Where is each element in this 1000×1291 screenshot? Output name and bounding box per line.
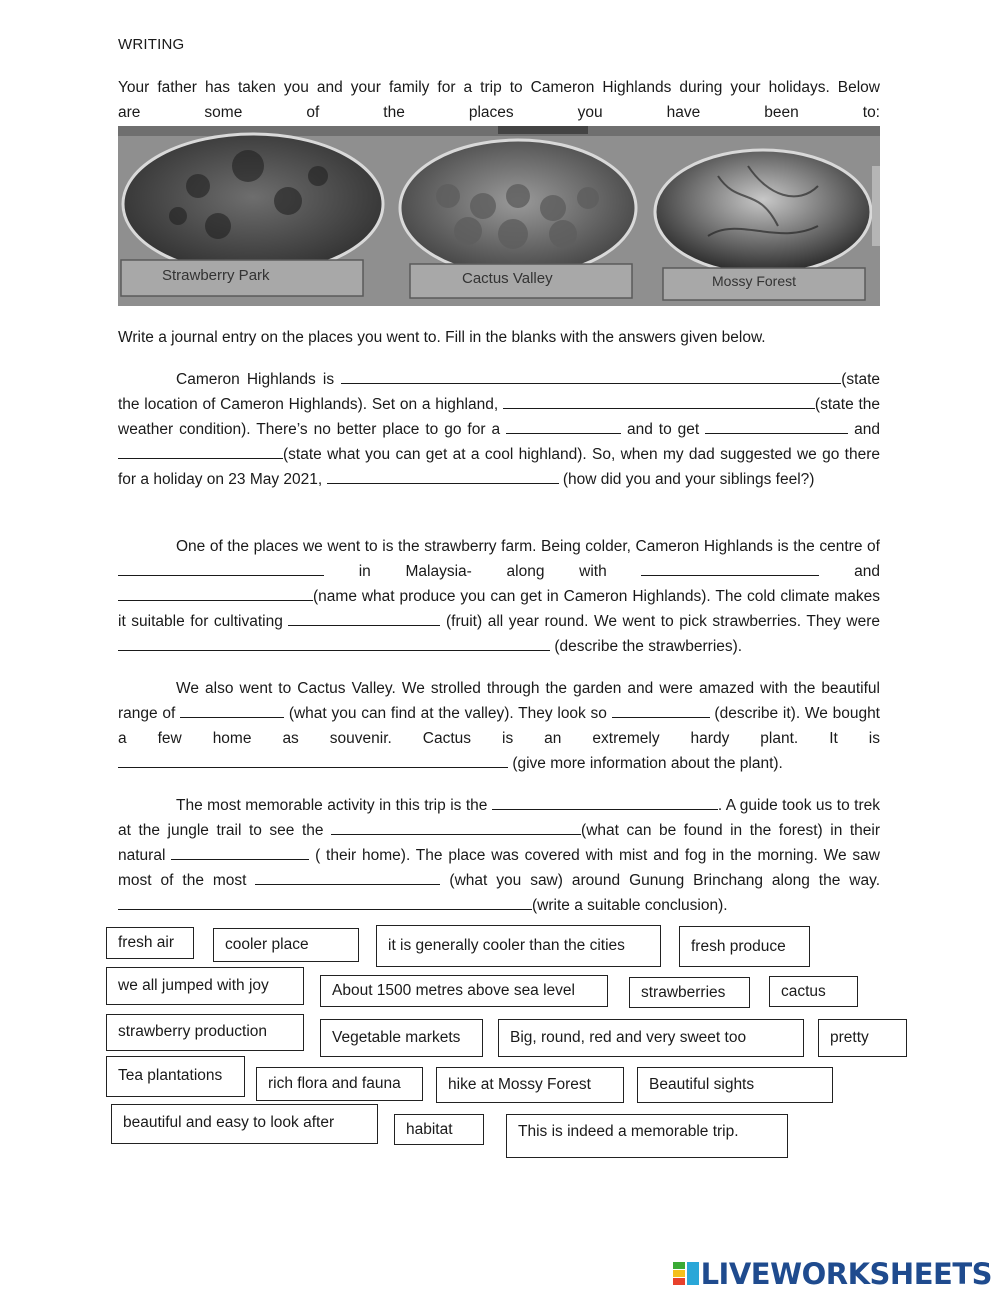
blank-weather[interactable] <box>503 393 815 409</box>
blank-memorable-activity[interactable] <box>492 794 718 810</box>
places-photo <box>118 126 880 306</box>
blank-home[interactable] <box>171 844 309 860</box>
photo-label-strawberry-park: Strawberry Park <box>162 267 270 284</box>
para4-text-d: ( their home). The place was covered with mist and fog in the morning. We saw most of the most <box>118 847 880 889</box>
answer-chip[interactable]: strawberries <box>629 977 750 1008</box>
answer-chip[interactable]: rich flora and fauna <box>256 1067 423 1101</box>
photo-label-mossy-forest: Mossy Forest <box>712 273 797 289</box>
answer-chip[interactable]: cooler place <box>213 928 359 962</box>
answer-chip[interactable]: fresh produce <box>679 926 810 967</box>
para2-text-e: (fruit) all year round. We went to pick strawberries. They were <box>445 613 881 630</box>
liveworksheets-logo <box>673 1257 992 1291</box>
photo-label-cactus-valley: Cactus Valley <box>462 270 553 287</box>
blank-get-2[interactable] <box>118 443 283 459</box>
blank-valley-find[interactable] <box>180 702 284 718</box>
answer-chip[interactable]: we all jumped with joy <box>106 967 304 1005</box>
para2-text-a: One of the places we went to is the strawberry farm. Being colder, Cameron Highlands is the centre of <box>176 538 880 555</box>
blank-along-with[interactable] <box>641 560 819 576</box>
paragraph-1 <box>118 367 880 492</box>
para3-text-c: (describe it). We bought a few home as souvenir. Cactus is an extremely hardy plant. It is <box>118 705 880 747</box>
para3-text-a: We also went to Cactus Valley. We strolled through the garden and were amazed with the beautiful range of <box>118 680 880 722</box>
para1-text-b: (state the location of Cameron Highlands). Set on a highland, <box>118 371 880 413</box>
blank-what-you-saw[interactable] <box>255 869 440 885</box>
instruction-text: Write a journal entry on the places you went to. Fill in the blanks with the answers given below. <box>118 329 766 346</box>
answer-chip[interactable]: strawberry production <box>106 1014 304 1051</box>
para4-text-c: (what can be found in the forest) in their natural <box>118 822 880 864</box>
answer-chip[interactable]: habitat <box>394 1114 484 1145</box>
paragraph-3 <box>118 676 880 776</box>
blank-location[interactable] <box>341 368 841 384</box>
blank-place[interactable] <box>506 418 621 434</box>
answer-chip[interactable]: Beautiful sights <box>637 1067 833 1103</box>
answer-chip[interactable]: it is generally cooler than the cities <box>376 925 661 967</box>
liveworksheets-logo-text: LIVEWORKSHEETS <box>700 1257 992 1291</box>
para2-text-b: in Malaysia- along with <box>358 563 607 580</box>
answer-chip[interactable]: About 1500 metres above sea level <box>320 975 608 1007</box>
para1-text-f: (state what you can get at a cool highland). So, when my dad suggested we go there for a holiday on 23 May 2021, <box>118 446 880 488</box>
para3-text-b: (what you can find at the valley). They look so <box>288 705 607 722</box>
paragraph-4 <box>118 793 880 918</box>
blank-centre-of[interactable] <box>118 560 324 576</box>
para4-text-e: (what you saw) around Gunung Brinchang along the way. <box>449 872 881 889</box>
answer-chip[interactable]: Tea plantations <box>106 1056 245 1097</box>
worksheet-heading: WRITING <box>118 36 185 53</box>
answer-chip[interactable]: pretty <box>818 1019 907 1057</box>
para1-text-a: Cameron Highlands is <box>176 371 335 388</box>
answer-chip[interactable]: Big, round, red and very sweet too <box>498 1019 804 1057</box>
blank-forest-find[interactable] <box>331 819 581 835</box>
para4-text-a: The most memorable activity in this trip is the <box>176 797 488 814</box>
blank-fruit[interactable] <box>288 610 440 626</box>
blank-feeling[interactable] <box>327 468 559 484</box>
para4-text-b: . A guide took us to trek at the jungle trail to see the <box>118 797 880 839</box>
para1-text-d: and to get <box>627 421 700 438</box>
para2-text-c: and <box>854 563 881 580</box>
para3-text-d: (give more information about the plant). <box>512 755 783 772</box>
para1-text-g: (how did you and your siblings feel?) <box>562 471 815 488</box>
blank-describe-cactus[interactable] <box>612 702 710 718</box>
para4-text-f: (write a suitable conclusion). <box>532 897 728 914</box>
answer-chip[interactable]: cactus <box>769 976 858 1007</box>
blank-get-1[interactable] <box>705 418 848 434</box>
answer-chip[interactable]: beautiful and easy to look after <box>111 1104 378 1144</box>
paragraph-2 <box>118 534 880 659</box>
intro-line-2: are some of the places you have been to: <box>118 104 880 121</box>
blank-describe-strawberries[interactable] <box>118 635 550 651</box>
para2-text-d: (name what produce you can get in Cameron Highlands). The cold climate makes it suitable for cultivating <box>118 588 880 630</box>
para2-text-f: (describe the strawberries). <box>554 638 743 655</box>
para1-text-e: and <box>854 421 881 438</box>
blank-produce[interactable] <box>118 585 313 601</box>
liveworksheets-logo-icon <box>673 1260 701 1288</box>
answer-chip[interactable]: hike at Mossy Forest <box>436 1067 624 1103</box>
answer-chip[interactable]: fresh air <box>106 927 194 959</box>
blank-plant-info[interactable] <box>118 752 508 768</box>
blank-conclusion[interactable] <box>118 894 532 910</box>
intro-line-1: Your father has taken you and your family for a trip to Cameron Highlands during your holidays. Below <box>118 79 880 96</box>
answer-chip[interactable]: Vegetable markets <box>320 1019 483 1057</box>
para1-text-c: (state the weather condition). There’s no better place to go for a <box>118 396 880 438</box>
answer-chip[interactable]: This is indeed a memorable trip. <box>506 1114 788 1158</box>
